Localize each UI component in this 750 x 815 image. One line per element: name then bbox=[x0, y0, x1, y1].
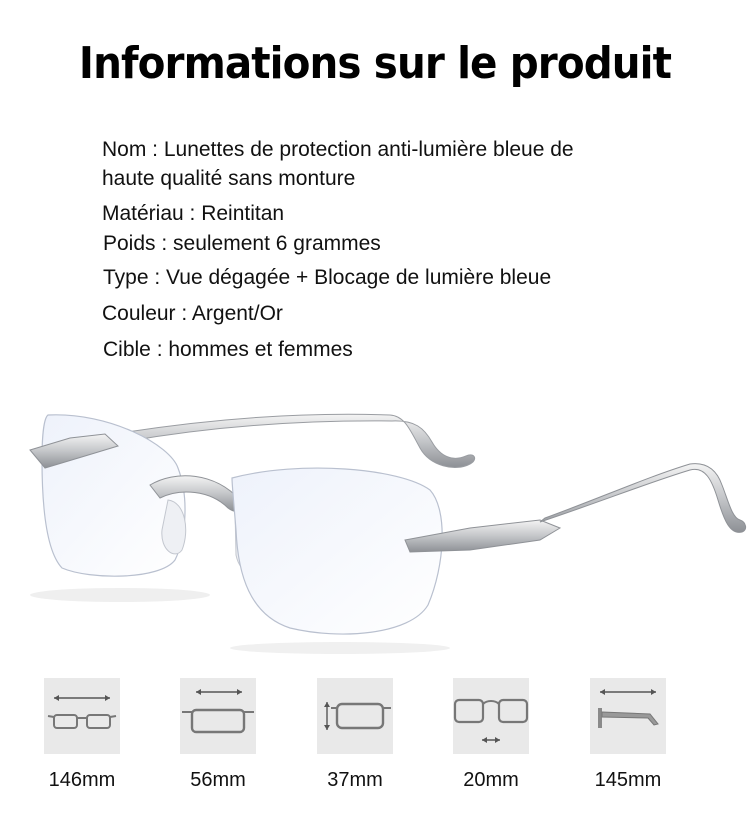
product-glasses-image bbox=[0, 390, 750, 660]
measurement-label-lens-height: 37mm bbox=[327, 769, 383, 791]
measurement-label-total-width: 146mm bbox=[48, 769, 116, 791]
temple-length-icon bbox=[590, 678, 666, 754]
lens-height-icon bbox=[317, 678, 393, 754]
measurement-strip bbox=[0, 678, 750, 808]
measurement-label-bridge-width: 20mm bbox=[463, 769, 519, 791]
measurement-label-temple-length: 145mm bbox=[594, 769, 662, 791]
lens-width-icon bbox=[180, 678, 256, 754]
page-title: Informations sur le produit bbox=[78, 38, 672, 89]
spec-weight: Poids : seulement 6 grammes bbox=[103, 232, 381, 255]
spec-name: Nom : Lunettes de protection anti-lumière bleue de bbox=[102, 138, 574, 161]
total-width-icon bbox=[44, 678, 120, 754]
bridge-width-icon bbox=[453, 678, 529, 754]
spec-type: Type : Vue dégagée + Blocage de lumière bleue bbox=[103, 266, 552, 289]
spec-name-continued: haute qualité sans monture bbox=[102, 167, 356, 190]
spec-color: Couleur : Argent/Or bbox=[102, 302, 283, 325]
spec-target: Cible : hommes et femmes bbox=[103, 338, 353, 361]
spec-material: Matériau : Reintitan bbox=[102, 202, 285, 225]
measurement-label-lens-width: 56mm bbox=[190, 769, 246, 791]
